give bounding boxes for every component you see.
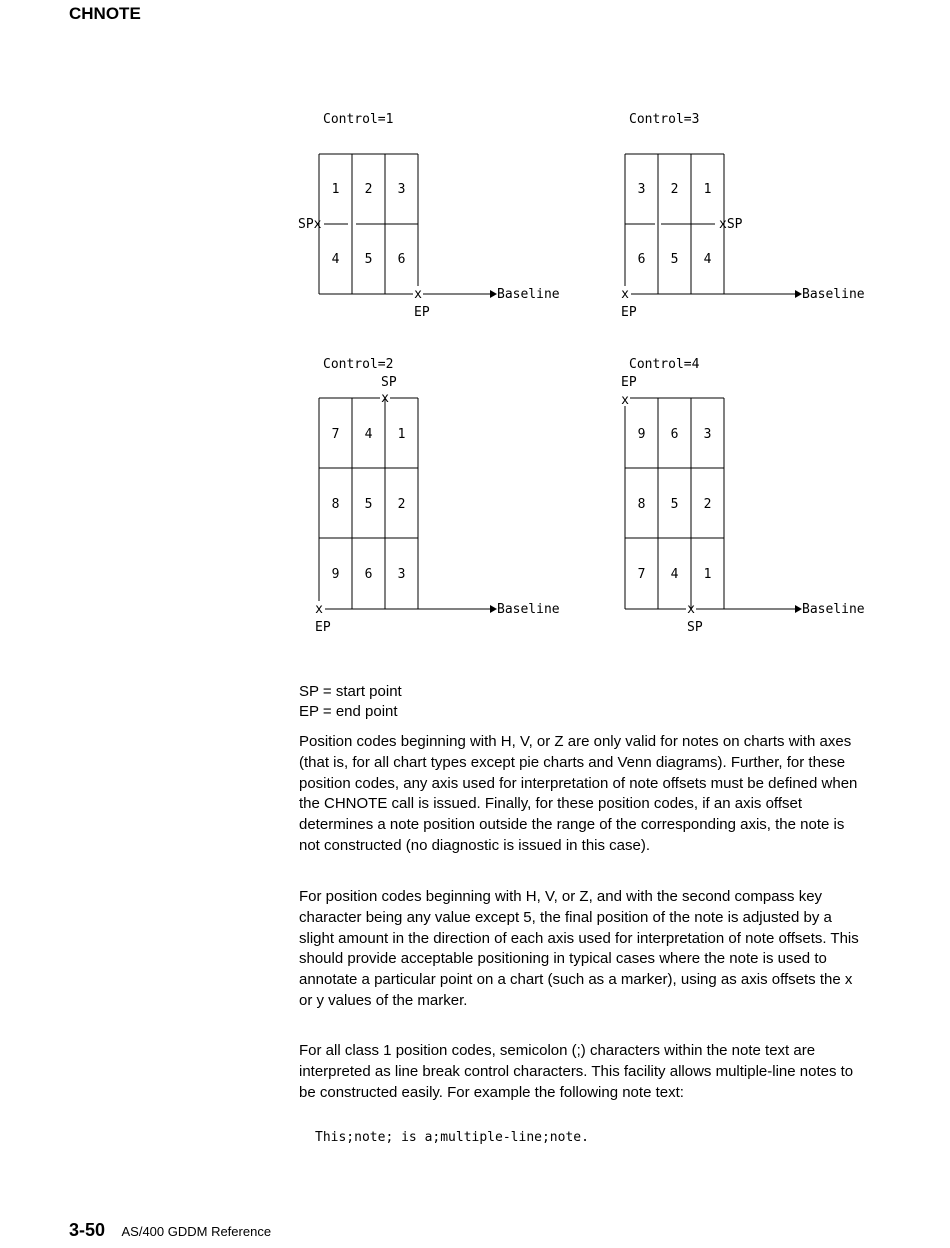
cell-label: 4 <box>670 567 679 582</box>
baseline-label: Baseline <box>497 287 560 302</box>
cell-label: 3 <box>637 182 646 197</box>
control-3-title: Control=3 <box>629 112 700 127</box>
paragraph: For position codes beginning with H, V, or Z, and with the second compass key character being any value except 5, the final position of the note is adjusted by a slight amount in the direction of each axis used for interpretation of note offsets. This should provide acceptable positioning in typical cases where the note is used to annotate a particular point on a chart (such as a marker), using as axis offsets the x or y values of the marker. <box>299 888 859 1009</box>
page-number: 3-50 <box>69 1220 106 1240</box>
cell-label: 4 <box>331 252 340 267</box>
cell-label: 9 <box>637 427 646 442</box>
start-point-label: SP <box>687 620 703 635</box>
control-1-diagram <box>319 154 497 298</box>
page-footer <box>69 1220 271 1241</box>
cell-label: 7 <box>637 567 646 582</box>
control-4-diagram <box>625 398 802 613</box>
footer-title: AS/400 GDDM Reference <box>121 1224 272 1239</box>
cell-label: 1 <box>397 427 406 442</box>
cell-label: 6 <box>670 427 679 442</box>
end-point-label: EP <box>621 305 637 320</box>
code-example: This;note; is a;multiple-line;note. <box>315 1130 589 1145</box>
end-point-marker: x <box>621 393 629 408</box>
cell-label: 5 <box>364 497 373 512</box>
baseline-label: Baseline <box>802 602 865 617</box>
cell-label: 8 <box>637 497 646 512</box>
cell-label: 1 <box>703 567 712 582</box>
cell-label: 6 <box>397 252 406 267</box>
end-point-label: EP <box>621 375 637 390</box>
control-3-diagram <box>625 154 802 298</box>
cell-label: 4 <box>703 252 712 267</box>
start-point-marker: x <box>381 391 389 406</box>
cell-label: 9 <box>331 567 340 582</box>
end-point-marker: x <box>315 602 323 617</box>
baseline-label: Baseline <box>802 287 865 302</box>
end-point-marker: x <box>414 287 422 302</box>
cell-label: 2 <box>670 182 679 197</box>
cell-label: 5 <box>670 497 679 512</box>
paragraph: For all class 1 position codes, semicolon (;) characters within the note text are interpreted as line break control characters. This facility allows multiple-line notes to be constructed easily. For example the following note text: <box>299 1042 854 1101</box>
legend <box>299 682 402 722</box>
cell-label: 4 <box>364 427 373 442</box>
cell-label: 5 <box>364 252 373 267</box>
start-point-label: xSP <box>719 217 743 232</box>
cell-label: 5 <box>670 252 679 267</box>
paragraph: Position codes beginning with H, V, or Z are only valid for notes on charts with axes (that is, for all chart types except pie charts and Venn diagrams). Further, for these position codes, any axis used for interpretation of note offsets must be defined when the CHNOTE call is issued. Finally, for these position codes, if an axis offset determines a note position outside the range of the corresponding axis, the note is not constructed (no diagnostic is issued in this case). <box>299 733 858 854</box>
control-2-diagram <box>319 398 497 613</box>
cell-label: 3 <box>397 567 406 582</box>
page-header: CHNOTE <box>69 4 141 23</box>
cell-label: 2 <box>397 497 406 512</box>
baseline-label: Baseline <box>497 602 560 617</box>
end-point-marker: x <box>621 287 629 302</box>
cell-label: 6 <box>364 567 373 582</box>
cell-label: 1 <box>331 182 340 197</box>
control-4-title: Control=4 <box>629 357 700 372</box>
cell-label: 3 <box>703 427 712 442</box>
cell-label: 8 <box>331 497 340 512</box>
end-point-label: EP <box>315 620 331 635</box>
cell-label: 2 <box>364 182 373 197</box>
control-1-title: Control=1 <box>323 112 394 127</box>
cell-label: 1 <box>703 182 712 197</box>
start-point-label: SPx <box>298 217 322 232</box>
start-point-marker: x <box>687 602 695 617</box>
legend-sp: SP = start point <box>299 683 402 700</box>
control-2-title: Control=2 <box>323 357 394 372</box>
cell-label: 2 <box>703 497 712 512</box>
end-point-label: EP <box>414 305 430 320</box>
legend-ep: EP = end point <box>299 703 398 720</box>
cell-label: 3 <box>397 182 406 197</box>
start-point-label: SP <box>381 375 397 390</box>
cell-label: 6 <box>637 252 646 267</box>
cell-label: 7 <box>331 427 340 442</box>
